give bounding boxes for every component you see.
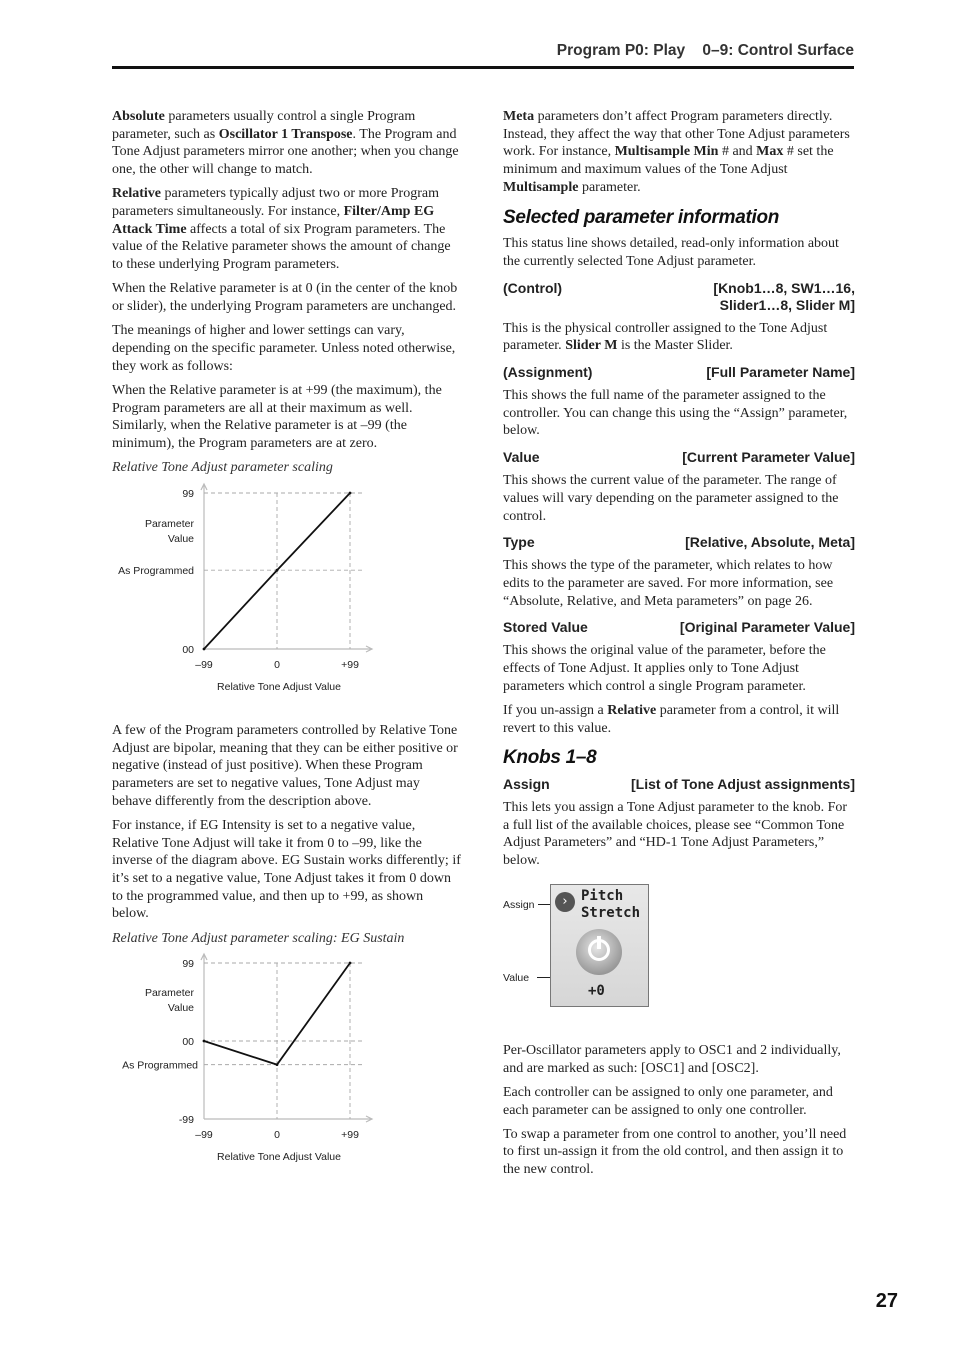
one-parameter-paragraph: Each controller can be assigned to only one parameter, and each parameter can be assigned to only one controller. [503,1084,833,1118]
param-assign-name: Assign [503,776,550,793]
knob-icon [576,929,622,975]
assign-paragraph: This lets you assign a Tone Adjust parameter to the knob. For a full list of the available choices, please see “Common Tone Adjust Parameters” and “HD-1 Tone Adjust Parameters,” below. [503,800,848,869]
chart1-point-2 [349,491,352,494]
meanings-paragraph: The meanings of higher and lower settings can vary, depending on the specific parameter. Unless noted otherwise, they work as follows: [112,323,456,374]
chart2-ytick-programmed: As Programmed [122,1059,198,1072]
chart2-caption: Relative Tone Adjust parameter scaling: EG Sustain [112,930,405,946]
meta-paragraph: Meta parameters don’t affect Program parameters directly. Instead, they affect the way that other Tone Adjust parameters work. For instance, Multisample Min # and Max # set the minimum and maximum values of the Tone Adjust Multisample parameter. [503,109,850,195]
max-min-paragraph: When the Relative parameter is at +99 (the maximum), the Program parameters are all at their maximum as well. Similarly, when the Relative parameter is at –99 (the minimum), the Program parameters are at zero. [112,382,442,451]
page-header [0,0,954,80]
type-paragraph: This shows the type of the parameter, which relates to how edits to the parameter are saved. For more information, see “Absolute, Relative, and Meta parameters” on page 26. [503,558,834,609]
param-type [503,534,855,551]
param-type-values: [Relative, Absolute, Meta] [685,534,855,551]
chart2-ytick-max: 99 [182,958,194,971]
eg-sustain-scaling-chart [112,947,462,1195]
param-stored-values: [Original Parameter Value] [679,619,855,636]
param-control [503,280,855,314]
left-column [112,108,462,1195]
chart1-xlabel: Relative Tone Adjust Value [217,680,341,693]
knob-value: +0 [588,982,605,999]
chart2-ylabel-line1: Parameter [144,987,194,1000]
chart1-ylabel-line2: Value [167,532,194,545]
knob-panel [550,884,649,1007]
chart2-ytick-min: -99 [178,1114,194,1127]
chart1-point-0 [203,647,206,650]
param-assignment-name: (Assignment) [503,364,593,381]
fig-assign-label: Assign [503,898,535,911]
chart2-xtick-1: 0 [274,1129,280,1142]
param-control-name: (Control) [503,279,563,296]
param-stored-name: Stored Value [503,619,588,636]
unassign-paragraph: If you un-assign a Relative parameter from a control, it will revert to this value. [503,702,840,736]
chart1-ytick-programmed: As Programmed [118,565,194,578]
assignment-paragraph: This shows the full name of the parameter assigned to the controller. You can change this using the “Assign” parameter, below. [503,388,848,439]
chart1-point-1 [276,569,279,572]
param-assign-values: [List of Tone Adjust assignments] [630,776,855,793]
param-assign [503,776,855,793]
chart2-point-1 [276,1064,279,1067]
chart2-point-2 [349,962,352,965]
chart1-caption: Relative Tone Adjust parameter scaling [112,460,333,476]
right-column [503,108,855,1185]
chart1-xtick-0: –99 [195,658,213,671]
chart2-xtick-0: –99 [195,1129,213,1142]
selected-parameter-heading: Selected parameter information [503,206,780,228]
eg-intensity-paragraph: For instance, if EG Intensity is set to a negative value, Relative Tone Adjust will take it from 0 to –99, like the inverse of the diagram above. EG Sustain works differently; if it’s set to a negative value, Tone Adjust takes it from 0 down to the programmed value, and then up to +99, as shown below. [112,817,461,922]
chart2-ytick-zero: 00 [182,1036,194,1049]
param-assignment [503,364,855,381]
param-value [503,449,855,466]
status-line-paragraph: This status line shows detailed, read-only information about the currently selected Tone Adjust parameter. [503,236,839,269]
chart1-xtick-2: +99 [341,658,359,671]
chart1-ylabel-line1: Parameter [144,517,194,530]
knob-param-name: Pitch Stretch [581,887,641,921]
relative-paragraph: Relative parameters typically adjust two or more Program parameters simultaneously. For instance, Filter/Amp EG Attack Time affects a total of six Program parameters. The value of the Relative parameter shows the amount of change to these underlying Program parameters. [112,186,451,273]
control-paragraph: This is the physical controller assigned to the Tone Adjust parameter. Slider M is the Master Slider. [503,320,828,354]
header-title: Program P0: Play 0–9: Control Surface [556,42,854,59]
chart2-point-0 [203,1040,206,1043]
param-value-values: [Current Parameter Value] [682,449,855,466]
page-number: 27 [875,1290,898,1312]
stored-paragraph: This shows the original value of the parameter, before the effects of Tone Adjust. It applies only to Tone Adjust parameters which control a single Program parameter. [503,643,826,694]
relative-zero-paragraph: When the Relative parameter is at 0 (in the center of the knob or slider), the underlying Program parameters are unchanged. [112,281,458,315]
header-rule [112,66,854,69]
param-control-values: [Knob1…8, SW1…16, Slider1…8, Slider M] [713,279,855,313]
chart1-ytick-min: 00 [182,643,194,656]
absolute-paragraph: Absolute parameters usually control a single Program parameter, such as Oscillator 1 Transpose. The Program and Tone Adjust parameters mirror one another; when you change one, the other will change to match. [112,109,459,178]
bipolar-paragraph: A few of the Program parameters controlled by Relative Tone Adjust are bipolar, meaning that they can be either positive or negative (instead of just positive). When these Program parameters are set to negative values, Tone Adjust may behave differently from the description above. [112,722,458,809]
value-paragraph: This shows the current value of the parameter. The range of values will vary depending on the parameter assigned to the control. [503,473,839,524]
swap-paragraph: To swap a parameter from one control to another, you’ll need to first un-assign it from the old control, and then assign it to the new control. [503,1126,847,1178]
chart2-xtick-2: +99 [341,1129,359,1142]
fig-value-label: Value [503,971,530,984]
param-stored-value [503,619,855,636]
chart1-xtick-1: 0 [274,658,280,671]
param-value-name: Value [503,449,540,466]
knob-indicator [597,936,601,949]
chart2-ylabel-line2: Value [167,1002,194,1015]
chart2-xlabel: Relative Tone Adjust Value [217,1151,341,1164]
chart1-ytick-max: 99 [182,487,194,500]
per-osc-paragraph: Per-Oscillator parameters apply to OSC1 and 2 individually, and are marked as such: [OSC1] and [OSC2]. [503,1042,841,1076]
param-assignment-values: [Full Parameter Name] [706,364,855,381]
relative-scaling-chart [112,477,462,722]
param-type-name: Type [503,534,535,551]
knobs-heading: Knobs 1–8 [503,747,597,769]
chevron-right-icon: › [555,892,575,912]
knob-figure [503,884,855,1034]
